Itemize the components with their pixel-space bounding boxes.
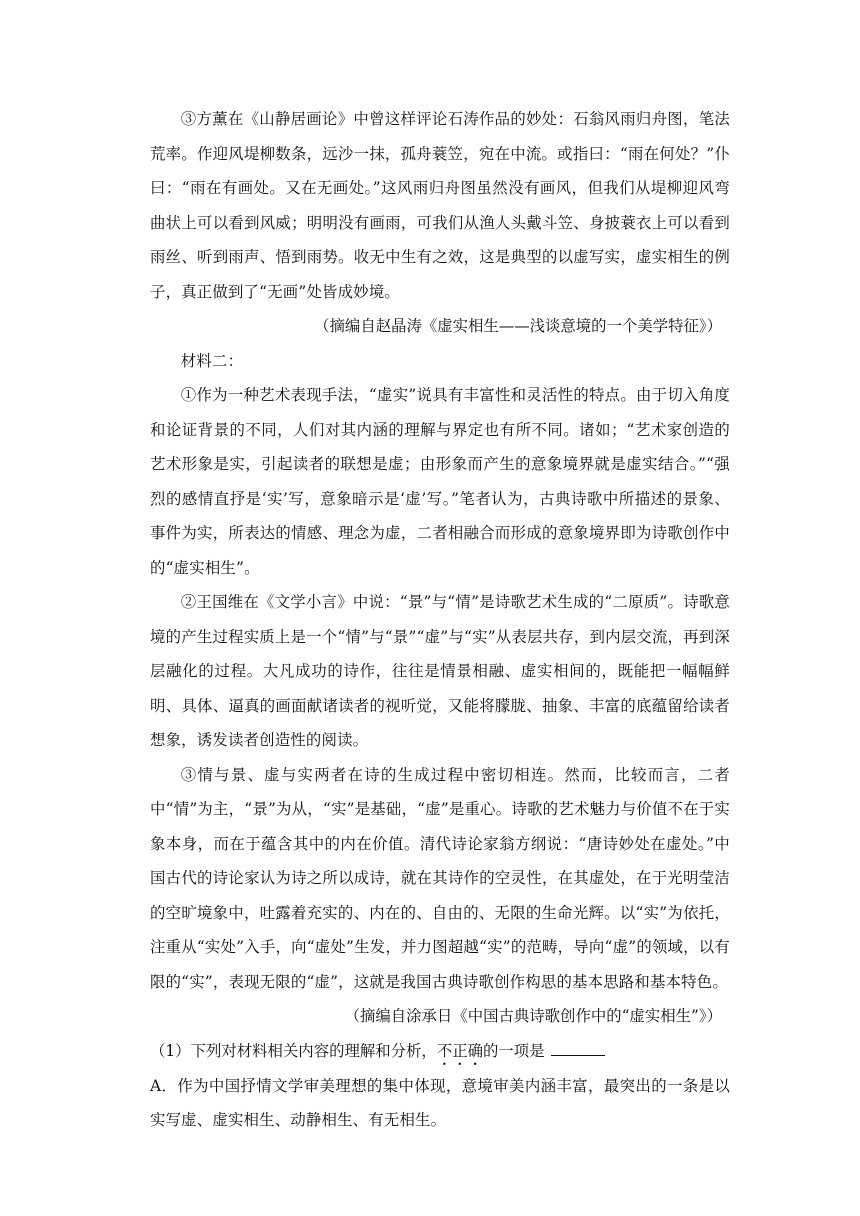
material1-source: （摘编自赵晶涛《虚实相生——浅谈意境的一个美学特征》）	[314, 317, 722, 335]
material2-source: （摘编自涂承日《中国古典诗歌创作中的“虚实相生”》）	[344, 1007, 722, 1025]
document-page	[150, 102, 730, 1138]
material2-paragraph-2: ②王国维在《文学小言》中说：“景”与“情”是诗歌艺术生成的“二原质”。诗歌意境的产生过程实质上是一个“情”与“景”“虚”与“实”从表层共存，到内层交流，再到深层融化的过程。大凡成功的诗作，往往是情景相融、虚实相间的，既能把一幅幅鲜明、具体、逼真的画面献诸读者的视听觉，又能将朦胧、抽象、丰富的底蕴留给读者想象，诱发读者创造性的阅读。	[150, 593, 730, 749]
material2-paragraph-1: ①作为一种艺术表现手法，“虚实”说具有丰富性和灵活性的特点。由于切入角度和论证背景的不同，人们对其内涵的理解与界定也有所不同。诸如；“艺术家创造的艺术形象是实，引起读者的联想是虚；由形象而产生的意象境界就是虚实结合。”“强烈的感情直抒是‘实’写，意象暗示是‘虚’写。”笔者认为，古典诗歌中所描述的景象、事件为实，所表达的情感、理念为虚，二者相融合而形成的意象境界即为诗歌创作中的“虚实相生”。	[150, 386, 730, 577]
question-prefix: （1）下列对材料相关内容的理解和分析，	[150, 1041, 437, 1060]
material2-heading: 材料二：	[180, 351, 244, 370]
material1-paragraph-3: ③方薰在《山静居画论》中曾这样评论石涛作品的妙处：石翁风雨归舟图，笔法荒率。作迎风堤柳数条，远沙一抹，孤舟蓑笠，宛在中流。或指曰：“雨在何处？”仆曰：“雨在有画处。又在无画处。”这风雨归舟图虽然没有画风，但我们从堤柳迎风弯曲状上可以看到风威；明明没有画雨，可我们从渔人头戴斗笠、身披蓑衣上可以看到雨丝、听到雨声、悟到雨势。收无中生有之效，这是典型的以虚写实，虚实相生的例子，真正做到了“无画”处皆成妙境。	[150, 110, 730, 301]
question-emphasis: 不正确	[436, 1041, 484, 1060]
question-1	[150, 1034, 730, 1069]
option-a[interactable]: A．作为中国抒情文学审美理想的集中体现，意境审美内涵丰富，最突出的一条是以实写虚、虚实相生、动静相生、有无相生。	[150, 1076, 730, 1129]
answer-blank[interactable]	[551, 1041, 605, 1056]
question-suffix: 的一项是	[483, 1041, 545, 1060]
material2-paragraph-3: ③情与景、虚与实两者在诗的生成过程中密切相连。然而，比较而言，二者中“情”为主，“景”为从，“实”是基础，“虚”是重心。诗歌的艺术魅力与价值不在于实象本身，而在于蕴含其中的内在价值。清代诗论家翁方纲说：“唐诗妙处在虚处。”中国古代的诗论家认为诗之所以成诗，就在其诗作的空灵性，在其虚处，在于光明莹洁的空旷境象中，吐露着充实的、内在的、自由的、无限的生命光辉。以“实”为依托，注重从“实处”入手，向“虚处”生发，并力图超越“实”的范畴，导向“虚”的领域，以有限的“实”，表现无限的“虚”，这就是我国古典诗歌创作构思的基本思路和基本特色。	[150, 765, 730, 991]
